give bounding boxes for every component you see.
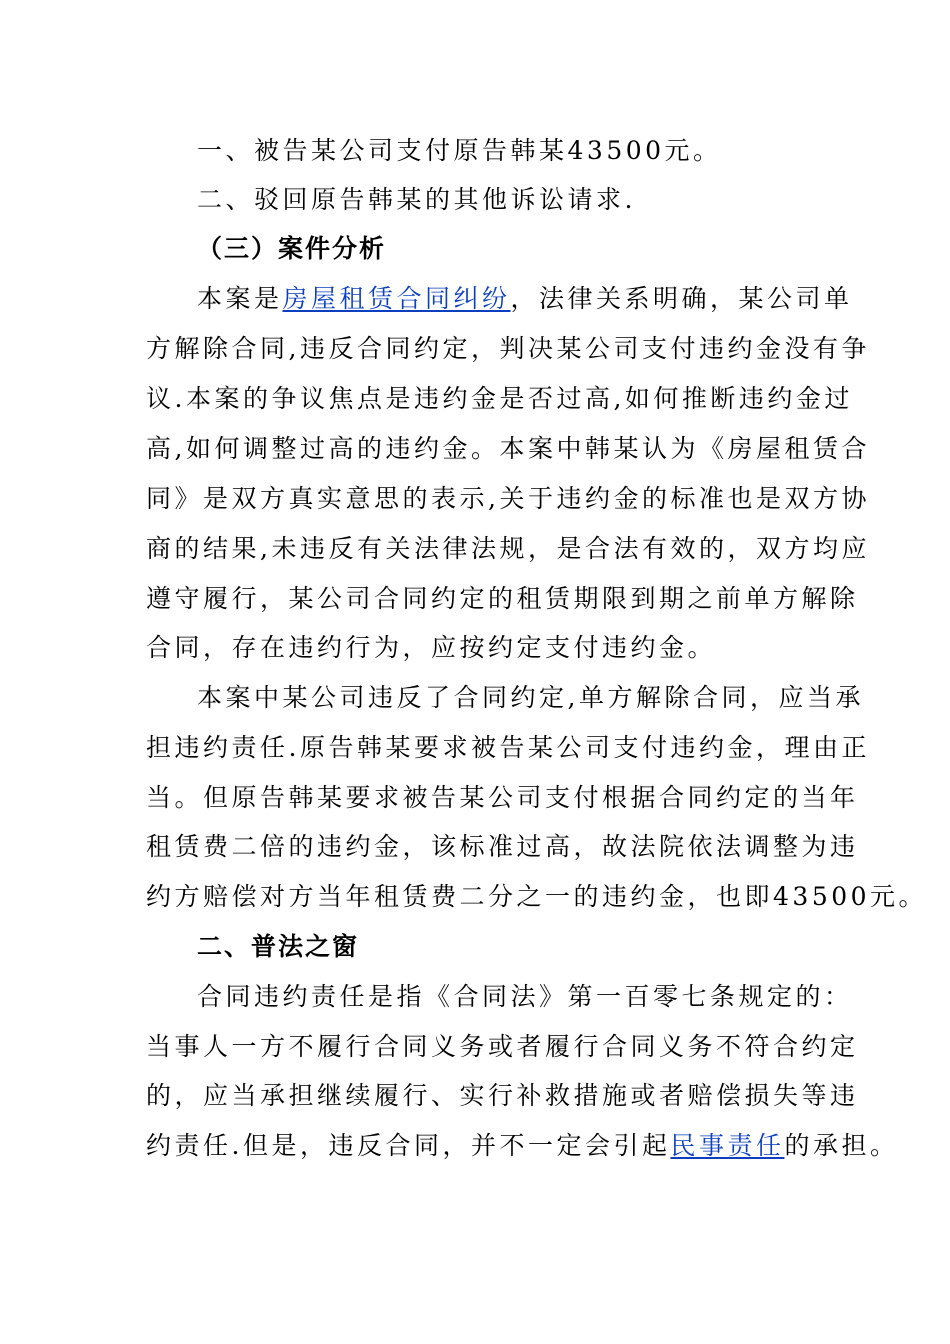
paragraph-line: 的，应当承担继续履行、实行补救措施或者赔偿损失等违: [146, 1081, 859, 1110]
paragraph-line: 约方赔偿对方当年租赁费二分之一的违约金，也即43500元。: [146, 882, 928, 911]
verdict-item-2: 二、驳回原告韩某的其他诉讼请求.: [197, 185, 636, 214]
paragraph-line: 议.本案的争议焦点是违约金是否过高,如何推断违约金过: [146, 384, 853, 413]
verdict-item-1: 一、被告某公司支付原告韩某43500元。: [197, 136, 722, 165]
paragraph-line: [146, 1128, 899, 1164]
paragraph-line: 商的结果,未违反有关法律法规，是合法有效的，双方均应: [146, 534, 870, 563]
paragraph-line: 遵守履行，某公司合同约定的租赁期限到期之前单方解除: [146, 584, 859, 613]
paragraph-line: [197, 281, 853, 317]
paragraph-line: 方解除合同,违反合同约定，判决某公司支付违约金没有争: [146, 334, 870, 363]
paragraph-line: 租赁费二倍的违约金，该标准过高，故法院依法调整为违: [146, 832, 859, 861]
text-span: 约责任.但是，违反合同，并不一定会引起: [146, 1131, 671, 1160]
paragraph-line: 担违约责任.原告韩某要求被告某公司支付违约金，理由正: [146, 733, 870, 762]
paragraph-line: 当。但原告韩某要求被告某公司支付根据合同约定的当年: [146, 783, 859, 812]
link-civil-liability[interactable]: 民事责任: [670, 1131, 785, 1160]
paragraph-line: 同》是双方真实意思的表示,关于违约金的标准也是双方协: [146, 484, 870, 513]
section-heading-law-window: 二、普法之窗: [197, 932, 360, 961]
paragraph-line: 合同，存在违约行为，应按约定支付违约金。: [146, 633, 717, 662]
text-span: 本案是: [197, 284, 283, 313]
section-heading-case-analysis: （三）案件分析: [197, 234, 387, 263]
paragraph-line: 高,如何调整过高的违约金。本案中韩某认为《房屋租赁合: [146, 434, 870, 463]
paragraph-line: 本案中某公司违反了合同约定,单方解除合同，应当承: [197, 683, 864, 712]
paragraph-line: 合同违约责任是指《合同法》第一百零七条规定的：: [197, 982, 853, 1011]
text-span: 的承担。: [784, 1131, 899, 1160]
text-span: ，法律关系明确，某公司单: [510, 284, 853, 313]
link-lease-dispute[interactable]: 房屋租赁合同纠纷: [282, 284, 511, 313]
paragraph-line: 当事人一方不履行合同义务或者履行合同义务不符合约定: [146, 1032, 859, 1061]
